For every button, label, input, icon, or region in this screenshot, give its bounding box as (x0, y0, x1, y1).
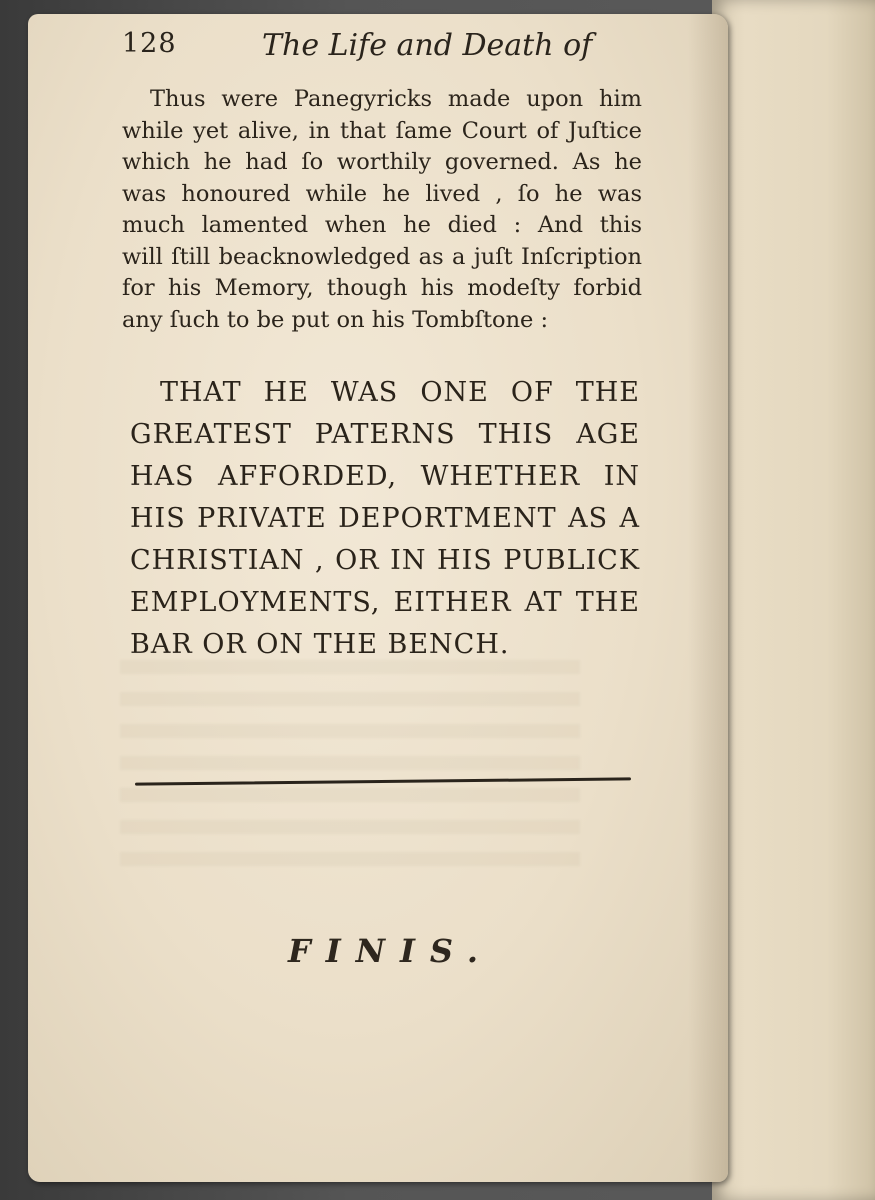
body-paragraph (122, 84, 642, 336)
paragraph-line: for his Memory, though his modeſty forbid (122, 275, 642, 301)
finis-mark: FINIS. (288, 932, 494, 970)
paragraph-line: any ſuch to be put on his Tombſtone : (122, 306, 549, 333)
inscription-line: CHRISTIAN , OR IN HIS PUBLICK (130, 545, 640, 576)
paragraph-line: much lamented when he died : And this (122, 212, 642, 238)
inscription-line: HIS PRIVATE DEPORTMENT AS A (130, 503, 640, 534)
inscription-line: BAR OR ON THE BENCH. (130, 629, 510, 660)
show-through-texture (120, 660, 580, 880)
paragraph-line: will ſtill beacknowledged as a juſt Inſcription (122, 243, 642, 270)
paragraph-line: while yet alive, in that ſame Court of Juſtice (122, 117, 642, 144)
paragraph-line: was honoured while he lived , ſo he was (122, 180, 642, 207)
inscription-line: GREATEST PATERNS THIS AGE (130, 419, 640, 450)
inscription-block (130, 372, 640, 666)
paragraph-line: Thus were Panegyricks made upon him (150, 86, 642, 112)
adjacent-page-edge (712, 0, 875, 1200)
running-head (122, 28, 593, 68)
paragraph-line: which he had ſo worthily governed. As he (122, 149, 642, 175)
inscription-line: HAS AFFORDED, WHETHER IN (130, 461, 640, 492)
inscription-line: THAT HE WAS ONE OF THE (160, 377, 640, 408)
inscription-line: EMPLOYMENTS, EITHER AT THE (130, 587, 640, 618)
running-title: The Life and Death of (262, 28, 593, 63)
gutter-shadow (688, 14, 728, 1182)
page-number: 128 (122, 28, 177, 59)
